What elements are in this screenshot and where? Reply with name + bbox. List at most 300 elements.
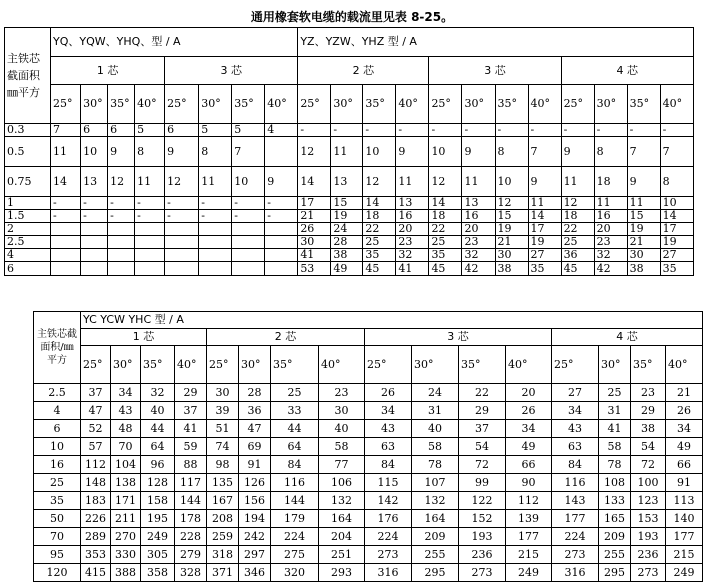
t1-cell: 23	[462, 236, 495, 249]
t2-cell: 123	[631, 492, 666, 510]
t2-row	[34, 474, 703, 492]
t1-cell: -	[199, 197, 232, 210]
t1-cell: 35	[363, 249, 396, 262]
t2-section-header: 主铁芯截面积/㎜平方	[34, 312, 81, 384]
t2-cell: 66	[666, 456, 703, 474]
t2-cell: 194	[239, 510, 271, 528]
t1-cell: 11	[462, 167, 495, 197]
t2-cell: 273	[552, 546, 599, 564]
t1-core-3b: 3 芯	[429, 57, 561, 85]
t2-cell: 69	[239, 438, 271, 456]
t2-cell: 64	[271, 438, 319, 456]
t2-temp-header: 40°	[666, 346, 703, 384]
t1-cell: 11	[528, 197, 561, 210]
t2-cell: 51	[207, 420, 239, 438]
t1-temp-header: 25°	[298, 85, 331, 124]
t2-cell: 40	[141, 402, 175, 420]
t2-core-1: 1 芯	[81, 329, 207, 346]
t1-temp-header: 35°	[363, 85, 396, 124]
t2-cell: 371	[207, 564, 239, 582]
t2-cell: 33	[271, 402, 319, 420]
t2-cell: 78	[599, 456, 631, 474]
t2-area: 10	[34, 438, 81, 456]
t2-temp-header: 40°	[319, 346, 365, 384]
t1-temp-header: 30°	[594, 85, 627, 124]
t2-cell: 255	[599, 546, 631, 564]
t2-cell: 47	[239, 420, 271, 438]
t2-cell: 195	[141, 510, 175, 528]
t2-temp-header: 25°	[365, 346, 412, 384]
t2-cell: 226	[81, 510, 111, 528]
t1-cell: 18	[429, 210, 462, 223]
t1-cell	[108, 262, 135, 276]
t2-cell: 318	[207, 546, 239, 564]
t1-cell	[51, 236, 81, 249]
t1-cell: 32	[462, 249, 495, 262]
t2-temp-header: 40°	[175, 346, 207, 384]
t1-cell	[165, 223, 199, 236]
t2-cell: 249	[666, 564, 703, 582]
t1-cell: 12	[363, 167, 396, 197]
t2-cell: 144	[175, 492, 207, 510]
t1-cell: 21	[298, 210, 331, 223]
t1-cell: 9	[265, 167, 298, 197]
t2-cell: 77	[319, 456, 365, 474]
t1-cell: 14	[51, 167, 81, 197]
t1-cell	[135, 249, 165, 262]
t1-cell: 22	[561, 223, 594, 236]
t1-cell: 19	[660, 236, 693, 249]
t1-cell	[165, 249, 199, 262]
t1-cell: 35	[528, 262, 561, 276]
t2-cell: 183	[81, 492, 111, 510]
t1-cell: -	[81, 197, 108, 210]
t1-cell: 30	[627, 249, 660, 262]
t1-cell: 10	[495, 167, 528, 197]
t2-cell: 236	[459, 546, 506, 564]
t1-cell: 6	[81, 124, 108, 137]
t1-cell: 9	[627, 167, 660, 197]
t1-cell: 12	[298, 137, 331, 167]
t2-cell: 26	[506, 402, 552, 420]
cable-table-2	[33, 311, 703, 582]
t2-cell: 224	[271, 528, 319, 546]
t2-cell: 31	[599, 402, 631, 420]
t1-core-2: 2 芯	[298, 57, 429, 85]
t2-cell: 84	[271, 456, 319, 474]
t1-temp-header: 40°	[528, 85, 561, 124]
t2-cell: 91	[239, 456, 271, 474]
t1-cell: 41	[396, 262, 429, 276]
t1-cell: 20	[462, 223, 495, 236]
t2-cell: 193	[631, 528, 666, 546]
t1-cell: 7	[51, 124, 81, 137]
t1-cell: 27	[660, 249, 693, 262]
t1-cell: -	[135, 197, 165, 210]
t1-cell: 19	[495, 223, 528, 236]
t2-cell: 224	[552, 528, 599, 546]
t2-cell: 295	[599, 564, 631, 582]
t1-area: 1	[5, 197, 51, 210]
t2-row	[34, 420, 703, 438]
t1-temp-header: 35°	[627, 85, 660, 124]
t1-cell: 13	[396, 197, 429, 210]
t2-cell: 90	[506, 474, 552, 492]
t1-cell: 17	[528, 223, 561, 236]
t1-cell	[81, 223, 108, 236]
t1-cell: 10	[232, 167, 265, 197]
t1-cell	[232, 236, 265, 249]
t2-temp-header: 35°	[631, 346, 666, 384]
t1-area: 6	[5, 262, 51, 276]
t1-cell: 42	[594, 262, 627, 276]
t1-section-header: 主铁芯截面积㎜平方	[5, 28, 51, 124]
t2-cell: 259	[207, 528, 239, 546]
t1-cell: 20	[594, 223, 627, 236]
t2-cell: 34	[666, 420, 703, 438]
t1-temp-header: 30°	[199, 85, 232, 124]
t1-temp-header: 25°	[561, 85, 594, 124]
t1-cell: 18	[363, 210, 396, 223]
t2-cell: 37	[175, 402, 207, 420]
t2-cell: 156	[239, 492, 271, 510]
t2-cell: 34	[111, 384, 141, 402]
t1-cell: 12	[561, 197, 594, 210]
t2-cell: 255	[412, 546, 459, 564]
t2-cell: 49	[666, 438, 703, 456]
t1-cell	[165, 262, 199, 276]
t2-cell: 58	[412, 438, 459, 456]
t1-cell: 12	[165, 167, 199, 197]
t1-cell: -	[462, 124, 495, 137]
t1-temp-header: 35°	[232, 85, 265, 124]
t2-cell: 52	[81, 420, 111, 438]
t1-cell: -	[108, 197, 135, 210]
t2-cell: 91	[666, 474, 703, 492]
t2-cell: 106	[319, 474, 365, 492]
t1-cell: 8	[594, 137, 627, 167]
t1-cell: 6	[108, 124, 135, 137]
t1-cell	[51, 249, 81, 262]
t1-cell: 14	[298, 167, 331, 197]
t2-cell: 115	[365, 474, 412, 492]
t1-temp-header: 40°	[660, 85, 693, 124]
t1-cell: 10	[363, 137, 396, 167]
t1-cell: 13	[81, 167, 108, 197]
t2-cell: 43	[552, 420, 599, 438]
t2-cell: 289	[81, 528, 111, 546]
t1-cell: 16	[396, 210, 429, 223]
t1-area: 2	[5, 223, 51, 236]
t2-cell: 211	[111, 510, 141, 528]
t1-cell: -	[81, 210, 108, 223]
t2-cell: 99	[459, 474, 506, 492]
t1-cell	[265, 223, 298, 236]
t1-cell: 8	[660, 167, 693, 197]
t1-cell: 36	[561, 249, 594, 262]
t2-cell: 415	[81, 564, 111, 582]
t2-cell: 297	[239, 546, 271, 564]
cable-table-1	[4, 27, 694, 276]
t1-area: 0.5	[5, 137, 51, 167]
t2-cell: 112	[506, 492, 552, 510]
t1-cell: -	[528, 124, 561, 137]
t1-cell: -	[51, 197, 81, 210]
t2-area: 16	[34, 456, 81, 474]
t1-cell: 35	[660, 262, 693, 276]
t2-cell: 36	[239, 402, 271, 420]
t1-cell: 45	[429, 262, 462, 276]
t2-cell: 72	[459, 456, 506, 474]
t1-cell: 9	[108, 137, 135, 167]
t2-cell: 39	[207, 402, 239, 420]
t1-cell: 11	[396, 167, 429, 197]
t2-cell: 279	[175, 546, 207, 564]
t1-cell: -	[396, 124, 429, 137]
t1-cell	[199, 223, 232, 236]
t1-cell: 14	[429, 197, 462, 210]
t2-cell: 29	[631, 402, 666, 420]
t2-cell: 171	[111, 492, 141, 510]
t1-area: 2.5	[5, 236, 51, 249]
t1-cell: -	[495, 124, 528, 137]
t1-cell: 9	[462, 137, 495, 167]
t2-cell: 57	[81, 438, 111, 456]
t1-cell: 32	[594, 249, 627, 262]
t1-cell: 25	[363, 236, 396, 249]
t1-cell	[51, 223, 81, 236]
t2-cell: 177	[666, 528, 703, 546]
t1-cell	[265, 262, 298, 276]
t1-cell	[135, 236, 165, 249]
t2-cell: 139	[506, 510, 552, 528]
t1-cell: 16	[462, 210, 495, 223]
t1-cell: 21	[627, 236, 660, 249]
t1-cell: 5	[232, 124, 265, 137]
t2-temp-header: 35°	[271, 346, 319, 384]
t2-temp-header: 25°	[207, 346, 239, 384]
t1-cell: 18	[594, 167, 627, 197]
t2-cell: 23	[631, 384, 666, 402]
t2-cell: 135	[207, 474, 239, 492]
t2-cell: 78	[412, 456, 459, 474]
t2-cell: 208	[207, 510, 239, 528]
t1-cell	[199, 249, 232, 262]
t2-cell: 152	[459, 510, 506, 528]
t1-cell: 21	[495, 236, 528, 249]
t2-row	[34, 384, 703, 402]
t2-area: 2.5	[34, 384, 81, 402]
t2-cell: 116	[271, 474, 319, 492]
t2-cell: 25	[599, 384, 631, 402]
t2-row	[34, 402, 703, 420]
t2-temp-header: 35°	[141, 346, 175, 384]
t2-cell: 148	[81, 474, 111, 492]
t2-cell: 41	[599, 420, 631, 438]
t2-cell: 328	[175, 564, 207, 582]
t1-cell: 25	[429, 236, 462, 249]
t2-cell: 122	[459, 492, 506, 510]
t2-cell: 270	[111, 528, 141, 546]
t2-area: 120	[34, 564, 81, 582]
t2-area: 4	[34, 402, 81, 420]
t2-cell: 273	[631, 564, 666, 582]
t1-cell: 5	[135, 124, 165, 137]
t1-cell: 10	[429, 137, 462, 167]
t1-temp-header: 35°	[495, 85, 528, 124]
t2-cell: 20	[506, 384, 552, 402]
t2-cell: 30	[207, 384, 239, 402]
t1-cell: 12	[495, 197, 528, 210]
t1-cell: -	[232, 197, 265, 210]
t2-cell: 330	[111, 546, 141, 564]
t2-cell: 316	[552, 564, 599, 582]
t2-core-2: 2 芯	[207, 329, 365, 346]
t1-cell: 10	[81, 137, 108, 167]
t2-cell: 22	[459, 384, 506, 402]
t1-cell: -	[232, 210, 265, 223]
t1-cell: 45	[561, 262, 594, 276]
t1-row	[5, 236, 694, 249]
t2-cell: 132	[412, 492, 459, 510]
t2-cell: 179	[271, 510, 319, 528]
t2-cell: 63	[365, 438, 412, 456]
t1-cell: 45	[363, 262, 396, 276]
t1-cell: 35	[429, 249, 462, 262]
t2-cell: 37	[81, 384, 111, 402]
t2-cell: 126	[239, 474, 271, 492]
t1-cell	[81, 249, 108, 262]
t1-row	[5, 249, 694, 262]
t2-temp-header: 30°	[412, 346, 459, 384]
t2-cell: 23	[319, 384, 365, 402]
t1-cell: 38	[627, 262, 660, 276]
t1-cell	[135, 223, 165, 236]
t1-cell: -	[363, 124, 396, 137]
t2-cell: 72	[631, 456, 666, 474]
t2-cell: 273	[459, 564, 506, 582]
t1-row	[5, 210, 694, 223]
t1-cell: 14	[528, 210, 561, 223]
t2-cell: 142	[365, 492, 412, 510]
t1-cell: 28	[331, 236, 363, 249]
t2-cell: 144	[271, 492, 319, 510]
t1-core-4: 4 芯	[561, 57, 693, 85]
t2-cell: 293	[319, 564, 365, 582]
t1-cell: 7	[528, 137, 561, 167]
t2-cell: 107	[412, 474, 459, 492]
t1-cell: 20	[396, 223, 429, 236]
t2-cell: 305	[141, 546, 175, 564]
t2-cell: 40	[412, 420, 459, 438]
t2-cell: 193	[459, 528, 506, 546]
t1-group-a-type: YQ、YQW、YHQ、型 / A	[51, 28, 298, 57]
t2-cell: 48	[111, 420, 141, 438]
t1-core-3a: 3 芯	[165, 57, 298, 85]
t2-cell: 117	[175, 474, 207, 492]
t2-cell: 25	[271, 384, 319, 402]
t2-cell: 26	[365, 384, 412, 402]
t2-cell: 96	[141, 456, 175, 474]
t2-cell: 44	[271, 420, 319, 438]
t1-cell: 19	[331, 210, 363, 223]
t2-cell: 58	[599, 438, 631, 456]
t1-cell: 15	[627, 210, 660, 223]
t2-cell: 164	[319, 510, 365, 528]
t1-temp-header: 30°	[331, 85, 363, 124]
t1-cell: 7	[627, 137, 660, 167]
t1-cell	[265, 137, 298, 167]
t1-cell: 11	[627, 197, 660, 210]
t1-cell: 9	[561, 137, 594, 167]
t1-cell: 11	[199, 167, 232, 197]
t2-cell: 30	[319, 402, 365, 420]
t1-cell: 30	[298, 236, 331, 249]
t1-cell: -	[265, 197, 298, 210]
t1-cell	[232, 262, 265, 276]
t1-area: 0.3	[5, 124, 51, 137]
t1-temp-header: 25°	[429, 85, 462, 124]
t1-cell	[165, 236, 199, 249]
t2-area: 25	[34, 474, 81, 492]
t2-temp-header: 30°	[599, 346, 631, 384]
t1-cell: 5	[199, 124, 232, 137]
t1-cell: 11	[561, 167, 594, 197]
t1-row	[5, 137, 694, 167]
t1-cell: 9	[528, 167, 561, 197]
t1-cell: 12	[108, 167, 135, 197]
t2-cell: 63	[552, 438, 599, 456]
t2-cell: 177	[506, 528, 552, 546]
t1-cell: 38	[495, 262, 528, 276]
t1-cell: 8	[135, 137, 165, 167]
t2-cell: 64	[141, 438, 175, 456]
t2-cell: 215	[666, 546, 703, 564]
t2-cell: 158	[141, 492, 175, 510]
t1-cell: 53	[298, 262, 331, 276]
t1-temp-header: 40°	[396, 85, 429, 124]
t1-row	[5, 223, 694, 236]
t2-cell: 242	[239, 528, 271, 546]
t2-cell: 66	[506, 456, 552, 474]
t1-row	[5, 124, 694, 137]
t2-row	[34, 510, 703, 528]
t2-row	[34, 564, 703, 582]
t2-cell: 138	[111, 474, 141, 492]
t2-cell: 215	[506, 546, 552, 564]
t2-cell: 346	[239, 564, 271, 582]
t2-core-3: 3 芯	[365, 329, 552, 346]
t1-cell: -	[429, 124, 462, 137]
t1-cell: 7	[232, 137, 265, 167]
t2-cell: 44	[141, 420, 175, 438]
t1-cell: 14	[363, 197, 396, 210]
t2-cell: 204	[319, 528, 365, 546]
t2-cell: 98	[207, 456, 239, 474]
t1-cell: -	[165, 210, 199, 223]
t2-cell: 251	[319, 546, 365, 564]
t2-cell: 54	[631, 438, 666, 456]
t2-cell: 40	[319, 420, 365, 438]
t2-cell: 70	[111, 438, 141, 456]
page-title: 通用橡套软电缆的载流里见表 8-25。	[250, 10, 454, 24]
t1-cell: 49	[331, 262, 363, 276]
t2-cell: 31	[412, 402, 459, 420]
t1-cell: 9	[165, 137, 199, 167]
t2-type: YC YCW YHC 型 / A	[81, 312, 703, 329]
t2-cell: 113	[666, 492, 703, 510]
t2-cell: 74	[207, 438, 239, 456]
